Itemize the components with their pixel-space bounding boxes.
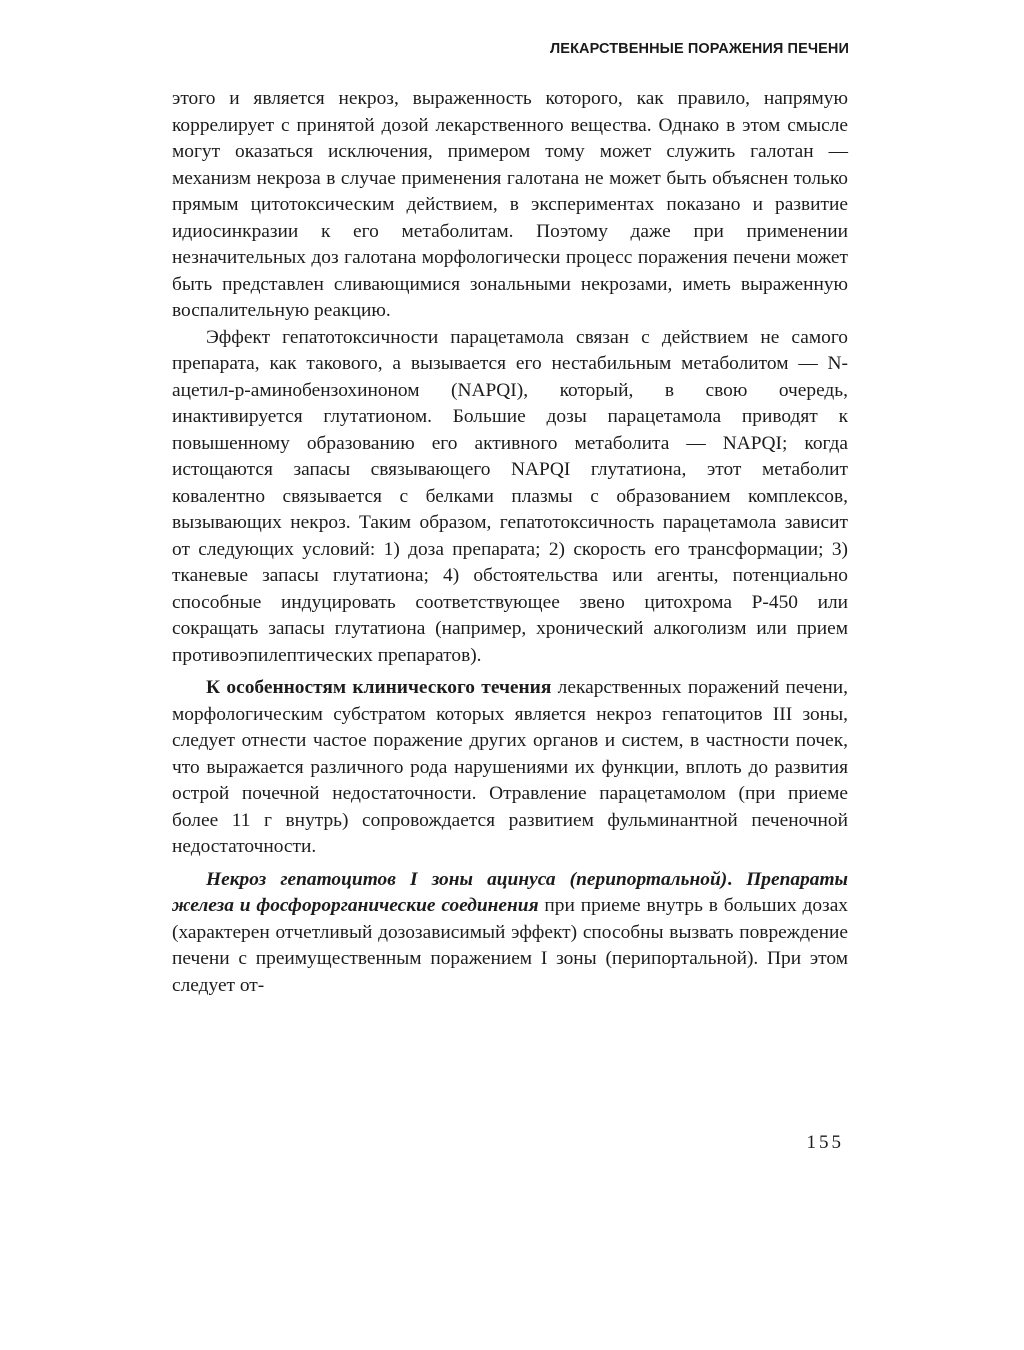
- paragraph-zone-one-necrosis: [172, 867, 848, 1000]
- body-text: [172, 86, 848, 999]
- paragraph-lead-bold: К особенностям клинического течения: [206, 677, 552, 698]
- running-head: ЛЕКАРСТВЕННЫЕ ПОРАЖЕНИЯ ПЕЧЕНИ: [550, 41, 849, 57]
- paragraph-paracetamol: Эффект гепатотоксичности парацетамола связан с действием не самого препарата, как такового, а вызывается его нестабильным метаболитом — N-ацетил-р-аминобензохиноном (NAPQI), который, в свою очередь, инактивируется глутатионом. Большие дозы парацетамола приводят к повышенному образованию его активного метаболита — NAPQI; когда истощаются запасы связывающего NAPQI глутатиона, этот метаболит ковалентно связывается с белками плазмы с образованием комплексов, вызывающих некроз. Таким образом, гепатотоксичность парацетамола зависит от следующих условий: 1) доза препарата; 2) скорость его трансформации; 3) тканевые запасы глутатиона; 4) обстоятельства или агенты, потенциально способные индуцировать соответствующее звено цитохрома Р-450 или сокращать запасы глутатиона (например, хронический алкоголизм или прием противоэпилептических препаратов).: [172, 326, 848, 666]
- page-number: 155: [806, 1132, 844, 1153]
- paragraph-lead-separator: .: [727, 868, 747, 890]
- paragraph-continuation: этого и является некроз, выраженность которого, как правило, напрямую коррелирует с принятой дозой лекарственного вещества. Однако в этом смысле могут оказаться исключения, примером тому может служить галотан — механизм некроза в случае применения галотана не может быть объяснен только прямым цитотоксическим действием, в экспериментах показано и развитие идиосинкразии к его метаболитам. Поэтому даже при применении незначительных доз галотана морфологически процесс поражения печени может быть представлен сливающимися зональными некрозами, иметь выраженную воспалительную реакцию.: [172, 88, 848, 321]
- paragraph-lead-bold-italic-2: Препараты железа и фосфорорганические соединения: [172, 868, 848, 916]
- paragraph-body: лекарственных поражений печени, морфологическим субстратом которых является некроз гепатоцитов III зоны, следует отнести частое поражение других органов и систем, в частности почек, что выражается различного рода нарушениями их функции, вплоть до развития острой почечной недостаточности. Отравление парацетамолом (при приеме более 11 г внутрь) сопровождается развитием фульминантной печеночной недостаточности.: [172, 677, 848, 857]
- paragraph-body: при приеме внутрь в больших дозах (характерен отчетливый дозозависимый эффект) способны вызвать повреждение печени с преимущественным поражением I зоны (перипортальной). При этом следует от-: [172, 895, 848, 996]
- paragraph-lead-bold-italic: Некроз гепатоцитов I зоны ацинуса (перипортальной): [206, 868, 728, 890]
- paragraph-clinical-course: [172, 675, 848, 861]
